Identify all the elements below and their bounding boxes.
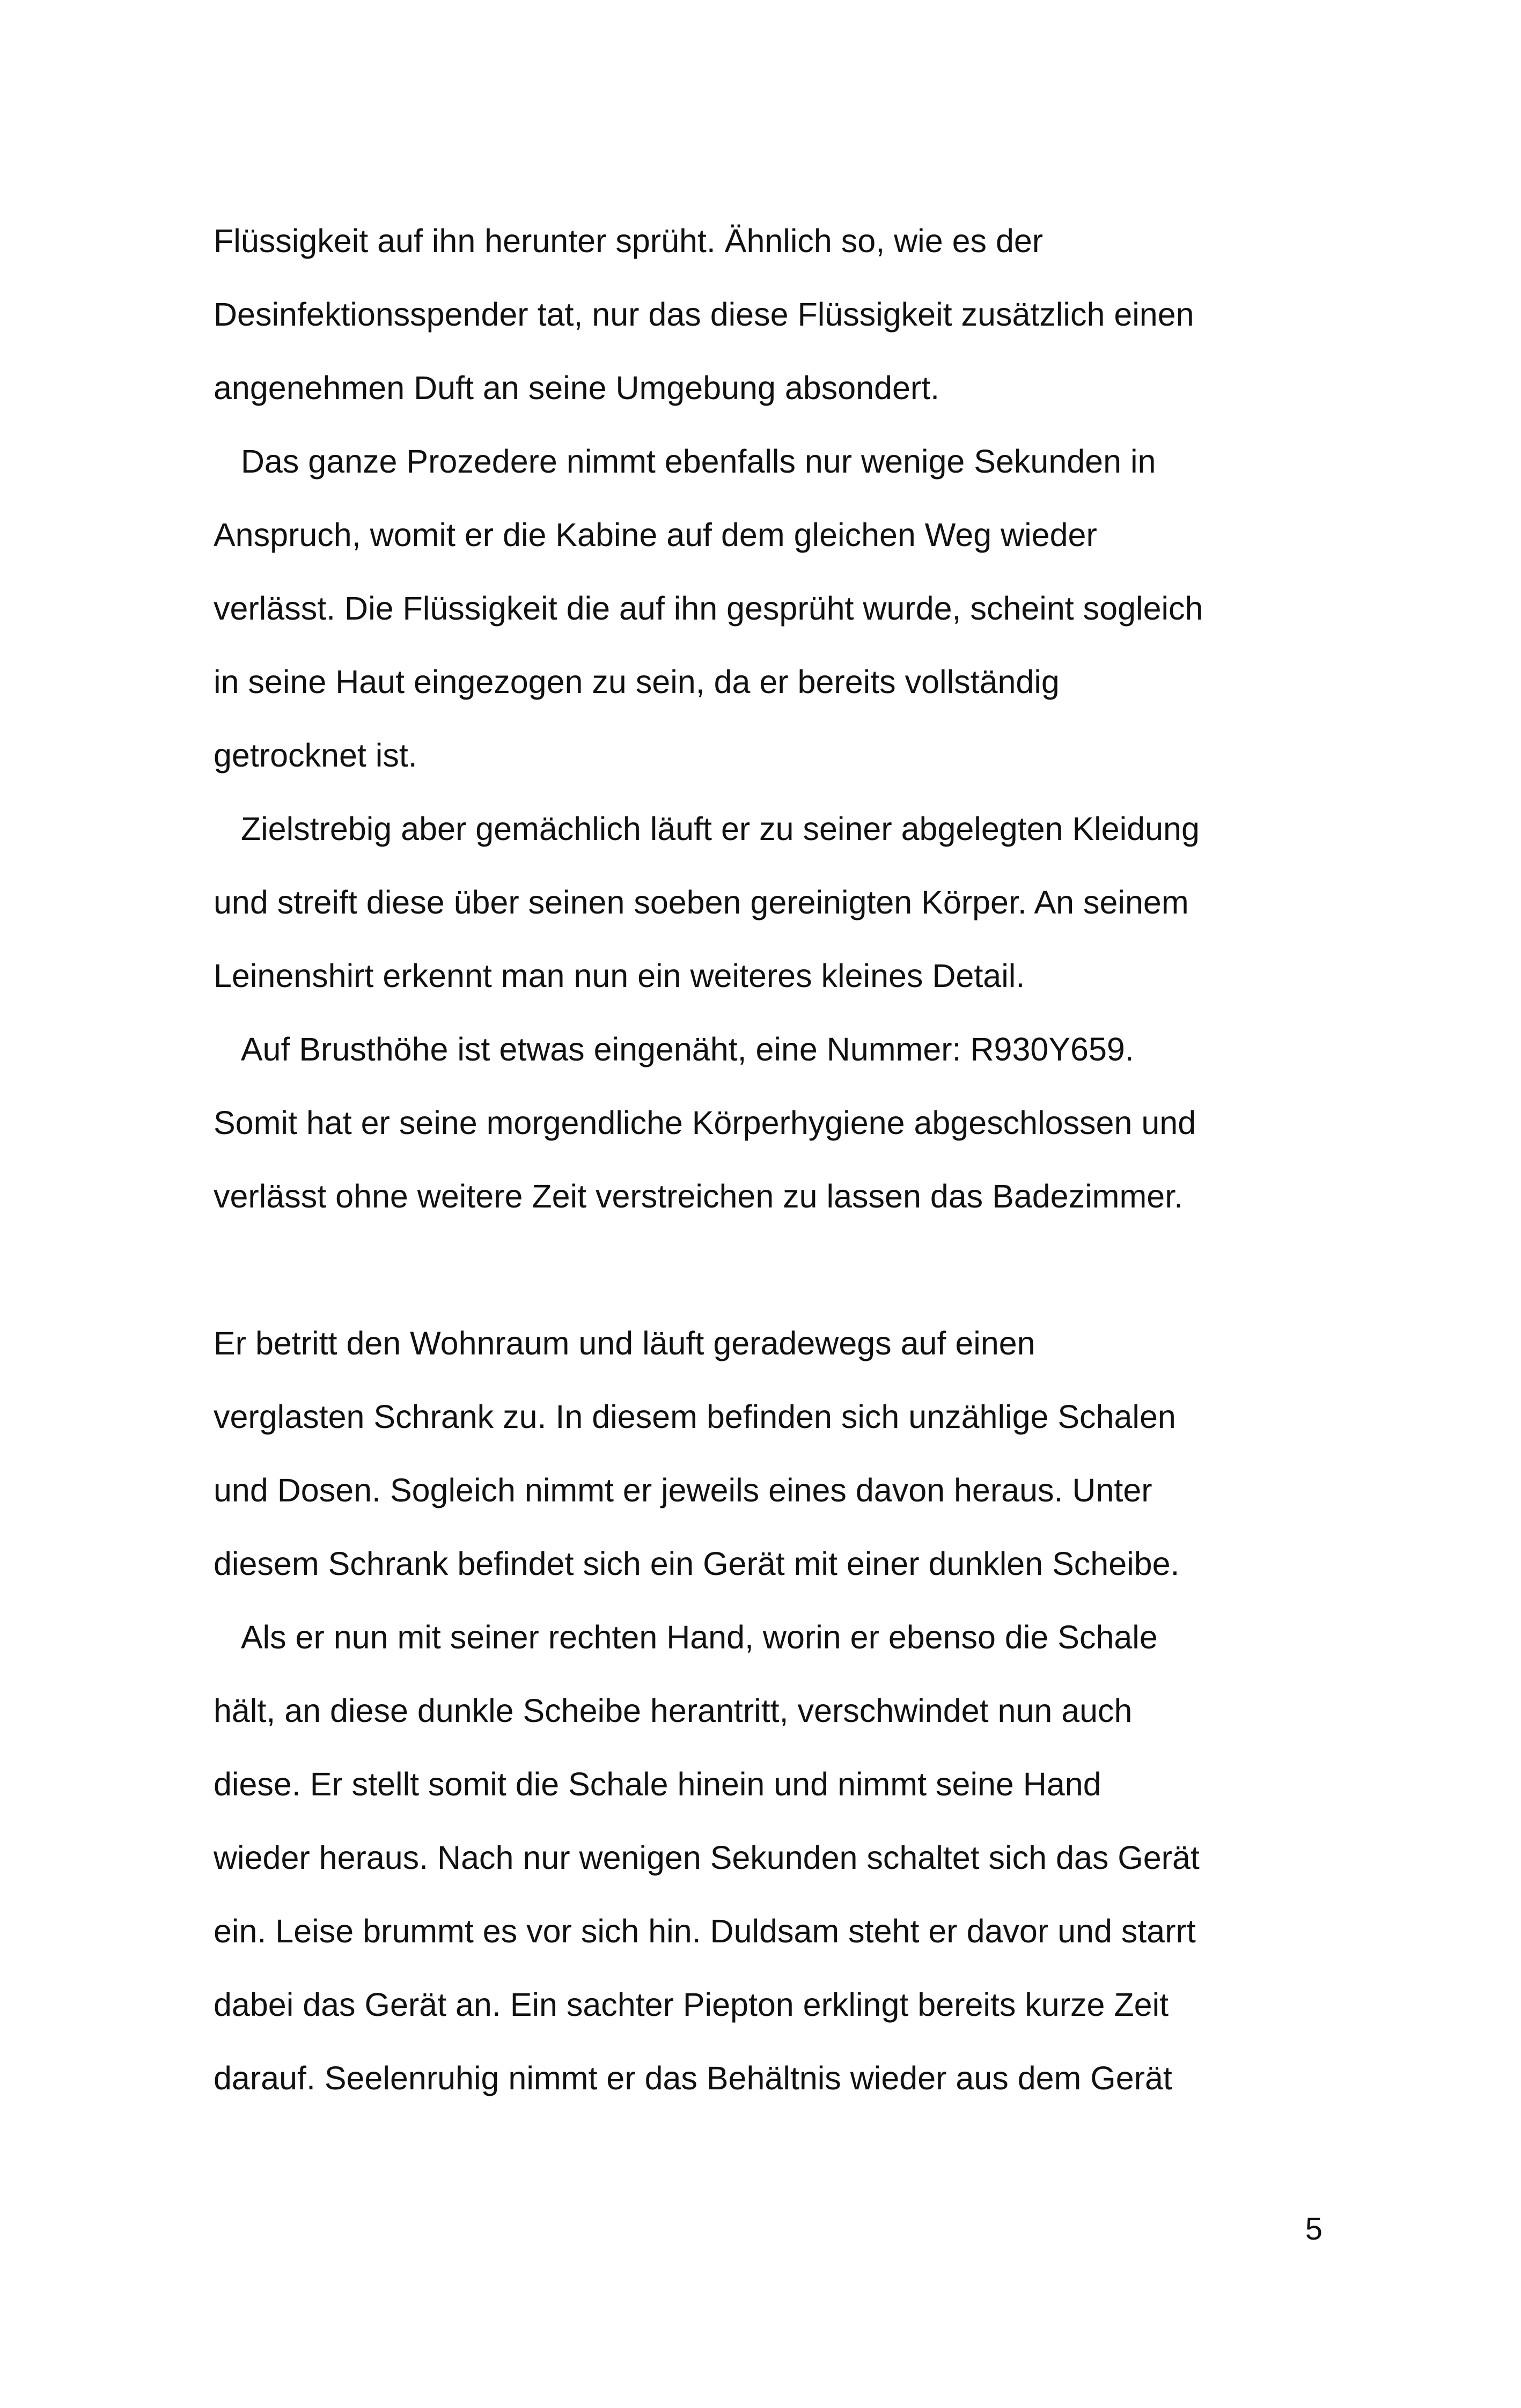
- text-line: Zielstrebig aber gemächlich läuft er zu seiner abgelegten Kleidung: [214, 811, 1200, 847]
- text-line: und Dosen. Sogleich nimmt er jeweils eines davon heraus. Unter: [214, 1472, 1152, 1508]
- blank-line: [214, 1239, 1340, 1313]
- text-line: in seine Haut eingezogen zu sein, da er bereits vollständig: [214, 664, 1060, 700]
- text-line: Auf Brusthöhe ist etwas eingenäht, eine Nummer: R930Y659.: [214, 1031, 1134, 1067]
- text-line: Das ganze Prozedere nimmt ebenfalls nur wenige Sekunden in: [214, 443, 1156, 480]
- text-line: Desinfektionsspender tat, nur das diese Flüssigkeit zusätzlich einen: [214, 296, 1194, 333]
- text-line: getrocknet ist.: [214, 737, 417, 774]
- text-line: angenehmen Duft an seine Umgebung absondert.: [214, 370, 940, 406]
- body-text: [214, 210, 1340, 2121]
- text-line: ein. Leise brummt es vor sich hin. Duldsam steht er davor und starrt: [214, 1913, 1196, 1949]
- text-line: Leinenshirt erkennt man nun ein weiteres kleines Detail.: [214, 958, 1025, 994]
- text-line: diese. Er stellt somit die Schale hinein und nimmt seine Hand: [214, 1766, 1101, 1802]
- text-line: verlässt ohne weitere Zeit verstreichen zu lassen das Badezimmer.: [214, 1178, 1184, 1214]
- text-line: Somit hat er seine morgendliche Körperhygiene abgeschlossen und: [214, 1104, 1196, 1141]
- text-line: verlässt. Die Flüssigkeit die auf ihn gesprüht wurde, scheint sogleich: [214, 590, 1203, 627]
- text-line: hält, an diese dunkle Scheibe herantritt, verschwindet nun auch: [214, 1692, 1133, 1729]
- text-line: diesem Schrank befindet sich ein Gerät mit einer dunklen Scheibe.: [214, 1545, 1180, 1582]
- text-line: Anspruch, womit er die Kabine auf dem gleichen Weg wieder: [214, 517, 1097, 553]
- text-line: Flüssigkeit auf ihn herunter sprüht. Ähnlich so, wie es der: [214, 223, 1044, 259]
- text-line: dabei das Gerät an. Ein sachter Piepton erklingt bereits kurze Zeit: [214, 1986, 1169, 2023]
- text-line: und streift diese über seinen soeben gereinigten Körper. An seinem: [214, 884, 1189, 921]
- page-number: 5: [1305, 2212, 1322, 2247]
- text-line: darauf. Seelenruhig nimmt er das Behältnis wieder aus dem Gerät: [214, 2060, 1172, 2096]
- text-line: Als er nun mit seiner rechten Hand, worin er ebenso die Schale: [214, 1619, 1158, 1655]
- text-line: verglasten Schrank zu. In diesem befinden sich unzählige Schalen: [214, 1398, 1176, 1435]
- text-line: Er betritt den Wohnraum und läuft geradewegs auf einen: [214, 1325, 1035, 1361]
- text-line: wieder heraus. Nach nur wenigen Sekunden schaltet sich das Gerät: [214, 1839, 1200, 1876]
